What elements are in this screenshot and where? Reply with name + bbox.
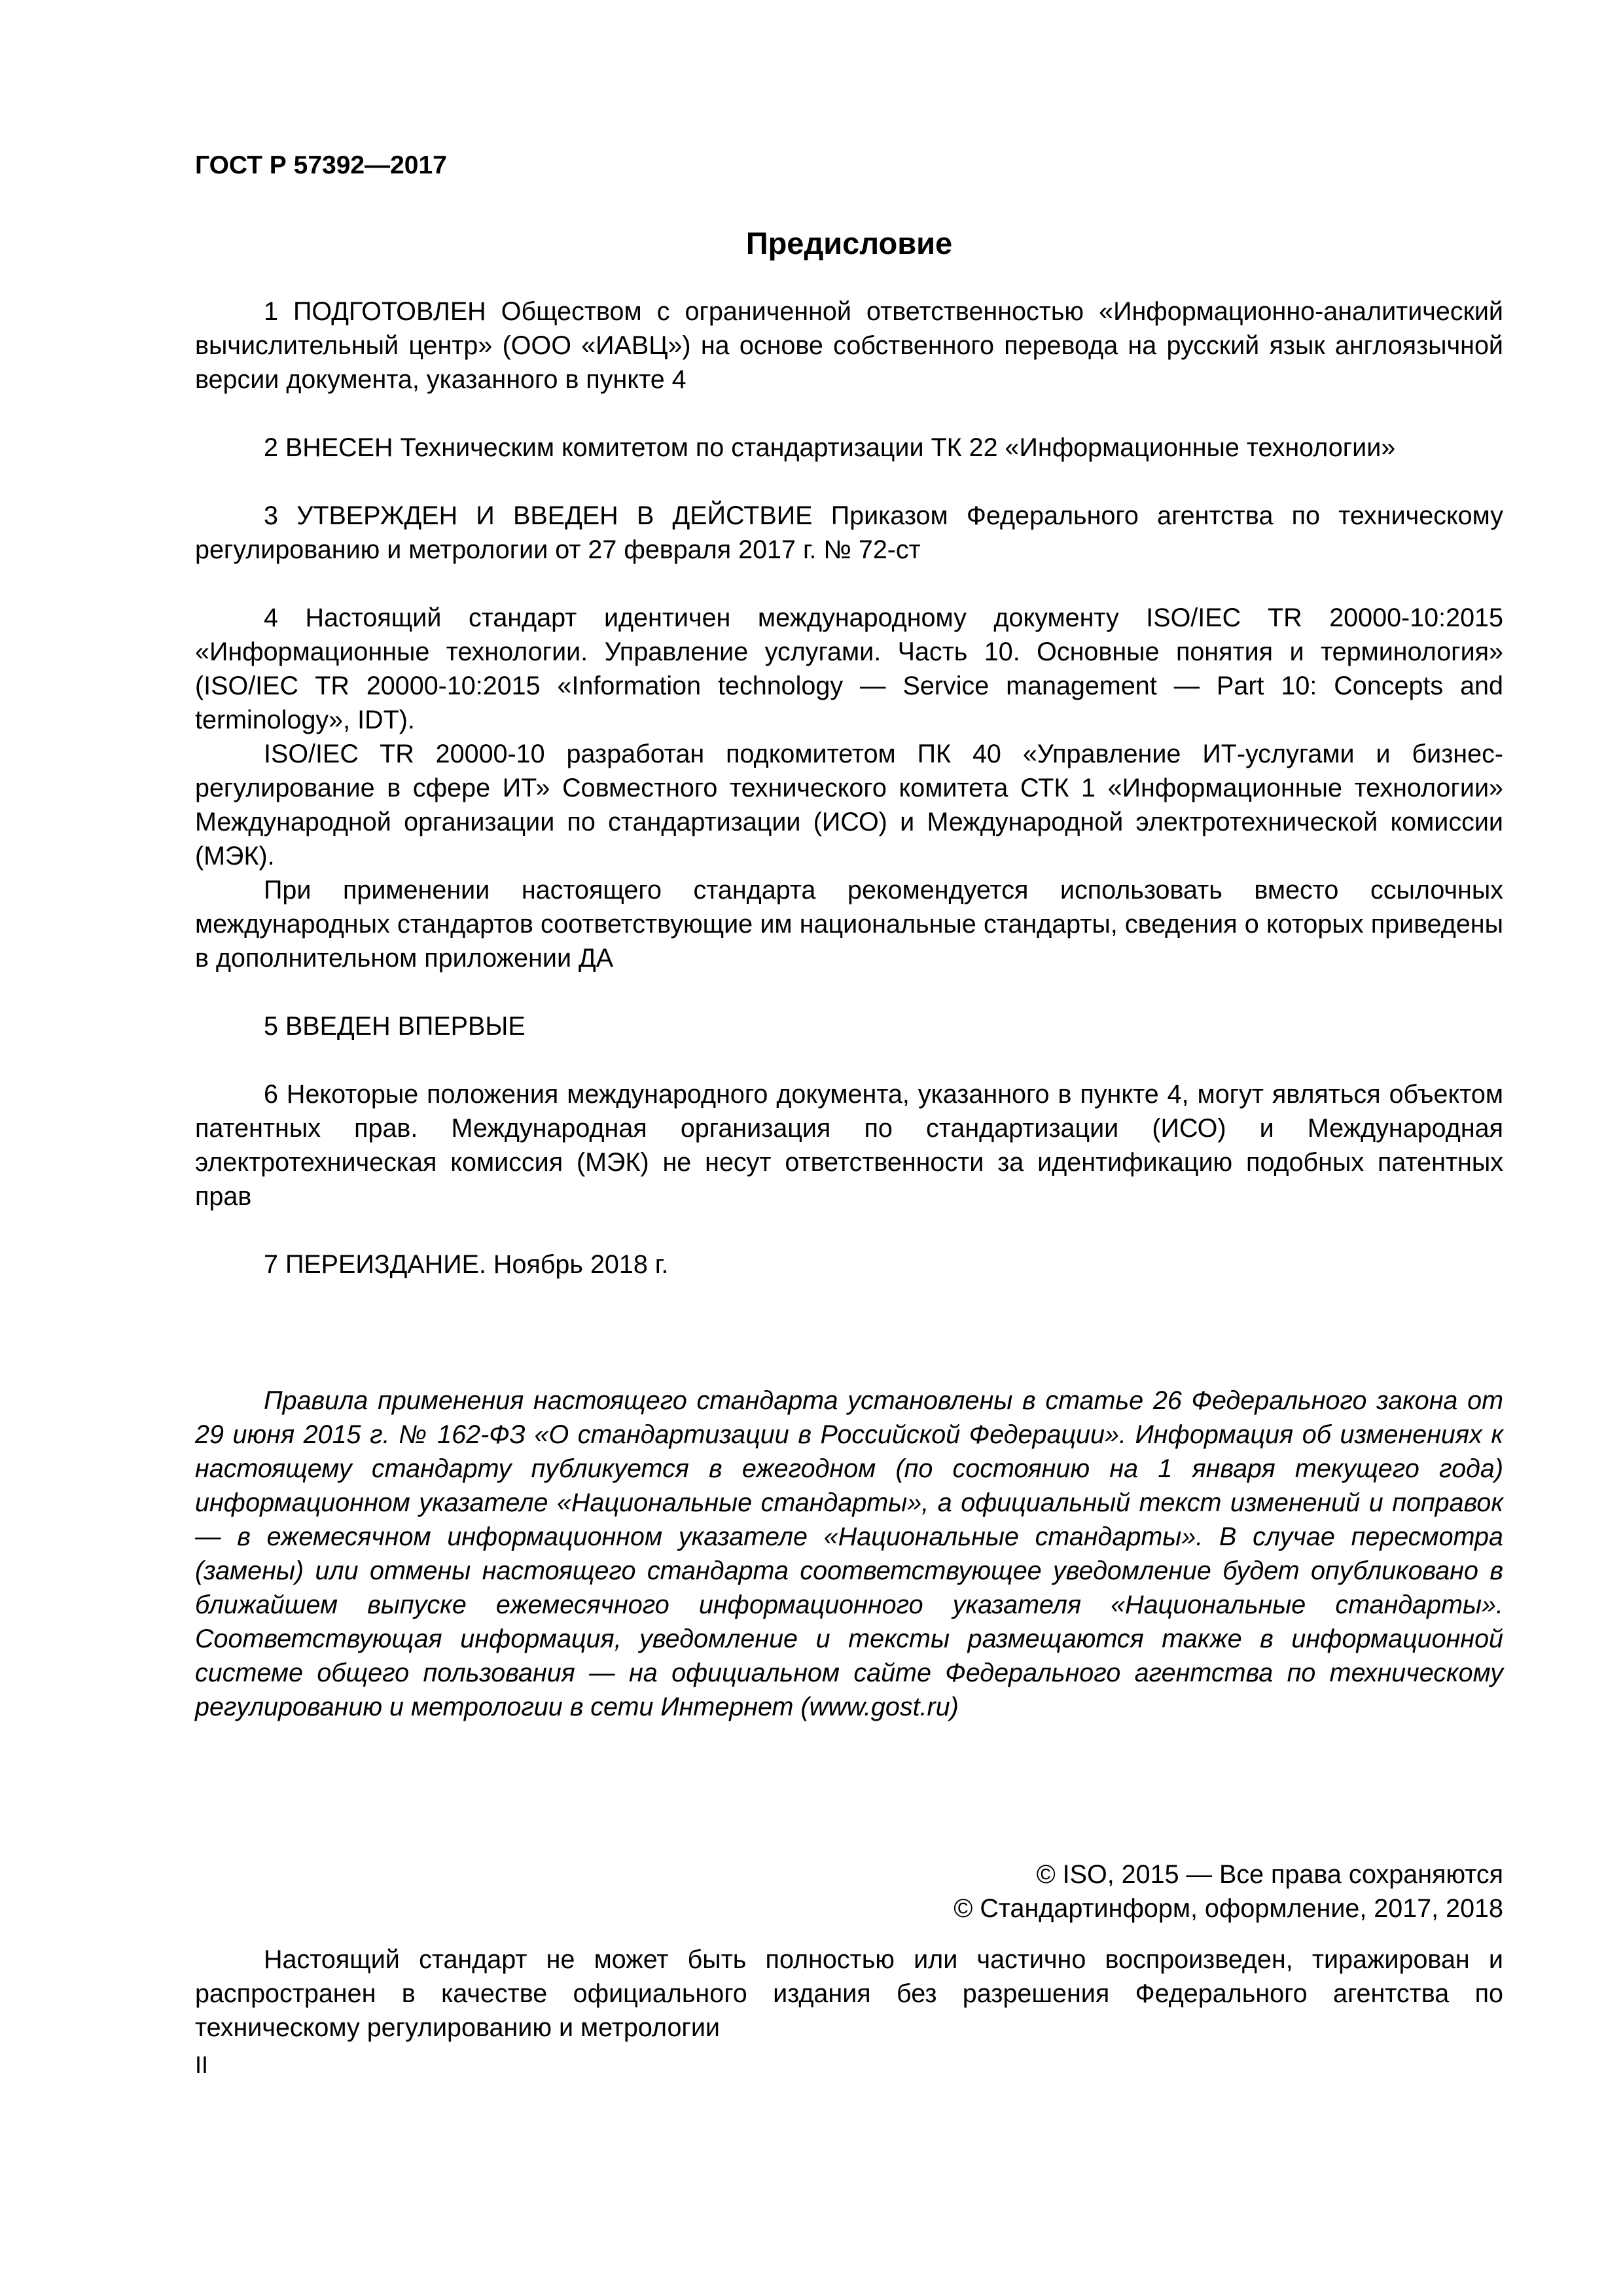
foreword-item-3: 3 УТВЕРЖДЕН И ВВЕДЕН В ДЕЙСТВИЕ Приказом Федерального агентства по техническому регулированию и метрологии от 27 февраля 2017 г. № 72-ст — [195, 501, 1503, 564]
foreword-body — [195, 295, 1503, 1724]
copyright-iso: © ISO, 2015 — Все права сохраняются — [1036, 1860, 1503, 1889]
copyright-block — [195, 1857, 1503, 1926]
copyright-standartinform: © Стандартинформ, оформление, 2017, 2018 — [954, 1894, 1503, 1923]
foreword-item-2: 2 ВНЕСЕН Техническим комитетом по стандартизации ТК 22 «Информационные технологии» — [264, 433, 1396, 462]
document-number: ГОСТ Р 57392—2017 — [195, 151, 447, 179]
foreword-item-4-development: ISO/IEC TR 20000-10 разработан подкомитетом ПК 40 «Управление ИТ-услугами и бизнес-регулирование в сфере ИТ» Совместного технического комитета СТК 1 «Информационные технологии» Международной организации по стандартизации (ИСО) и Международной электротехнической комиссии (МЭК). — [195, 740, 1503, 870]
foreword-item-5: 5 ВВЕДЕН ВПЕРВЫЕ — [264, 1012, 526, 1041]
foreword-item-7: 7 ПЕРЕИЗДАНИЕ. Ноябрь 2018 г. — [264, 1250, 669, 1279]
foreword-item-6: 6 Некоторые положения международного документа, указанного в пункте 4, могут являться объектом патентных прав. Международная организация по стандартизации (ИСО) и Международная электротехническая комиссия (МЭК) не несут ответственности за идентификацию подобных патентных прав — [195, 1080, 1503, 1211]
application-rules-notice: Правила применения настоящего стандарта установлены в статье 26 Федерального закона от 29 июня 2015 г. № 162-ФЗ «О стандартизации в Российской Федерации». Информация об изменениях к настоящему стандарту публикуется в ежегодном (по состоянию на 1 января текущего года) информационном указателе «Национальные стандарты», а официальный текст изменений и поправок — в ежемесячном информационном указателе «Национальные стандарты». В случае пересмотра (замены) или отмены настоящего стандарта соответствующее уведомление будет опубликовано в ближайшем выпуске ежемесячного информационного указателя «Национальные стандарты». Соответствующая информация, уведомление и тексты размещаются также в информационной системе общего пользования — на официальном сайте Федерального агентства по техническому регулированию и метрологии в сети Интернет (www.gost.ru) — [195, 1386, 1503, 1721]
page-number: II — [195, 2051, 209, 2078]
foreword-item-1: 1 ПОДГОТОВЛЕН Обществом с ограниченной ответственностью «Информационно-аналитический вычислительный центр» (ООО «ИАВЦ») на основе собственного перевода на русский язык англоязычной версии документа, указанного в пункте 4 — [195, 297, 1503, 394]
foreword-item-4: 4 Настоящий стандарт идентичен международному документу ISO/IEC TR 20000-10:2015 «Информационные технологии. Управление услугами. Часть 10. Основные понятия и терминология» (ISO/IEC TR 20000-10:2015 «Information technology — Service management — Part 10: Concepts and terminology», IDT). — [195, 603, 1503, 734]
foreword-title: Предисловие — [745, 226, 953, 260]
reproduction-notice: Настоящий стандарт не может быть полностью или частично воспроизведен, тиражирован и распространен в качестве официального издания без разрешения Федерального агентства по техническому регулированию и метрологии — [195, 1945, 1503, 2042]
foreword-item-4-references: При применении настоящего стандарта рекомендуется использовать вместо ссылочных международных стандартов соответствующие им национальные стандарты, сведения о которых приведены в дополнительном приложении ДА — [195, 876, 1503, 973]
